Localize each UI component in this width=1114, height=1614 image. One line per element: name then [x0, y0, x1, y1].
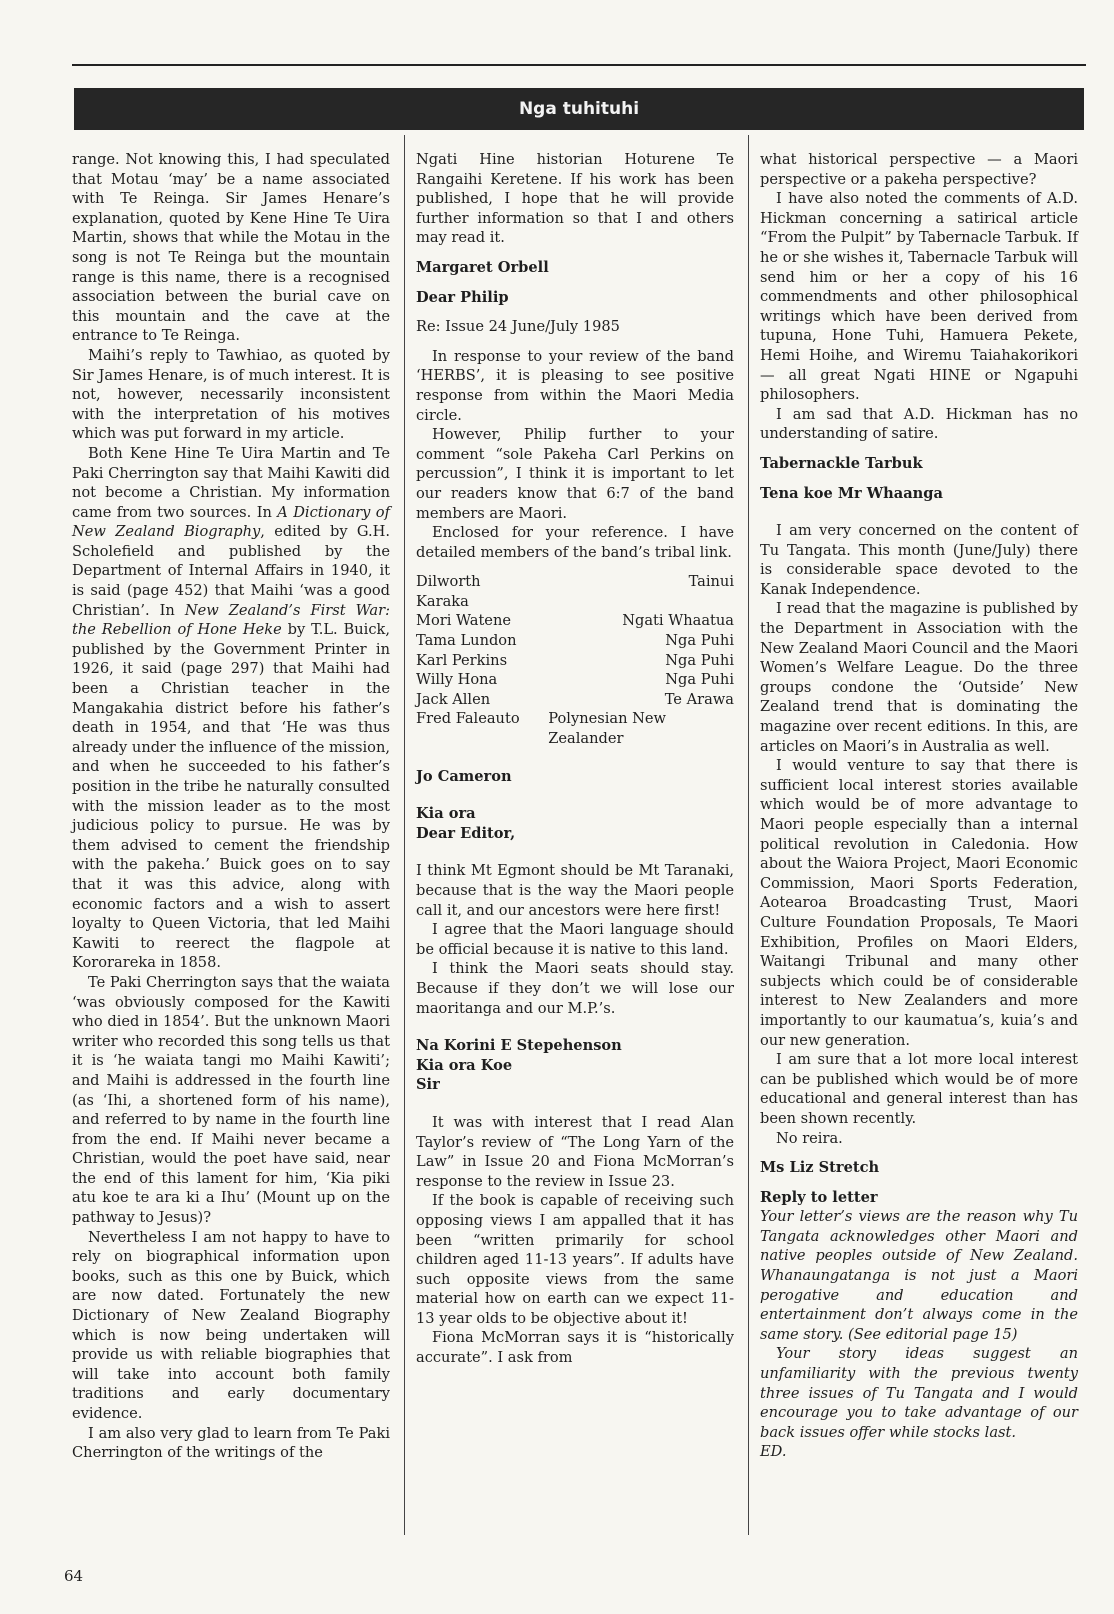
paragraph: Maihi’s reply to Tawhiao, as quoted by Sir James Henare, is of much interest. It is not, however, necessarily inconsistent with the interpretation of his motives which was put forward in my article.: [72, 346, 390, 443]
paragraph: Both Kene Hine Te Uira Martin and Te Paki Cherrington say that Maihi Kawiti did not become a Christian. My information came from two sources. In A Dictionary of New Zealand Biography, edited by G.H. Scholefield and published by the Department of Internal Affairs in 1940, it is said (page 452) that Maihi ‘was a good Christian’. In New Zealand’s First War: the Rebellion of Hone Heke by T.L. Buick, published by the Government Printer in 1926, it said (page 297) that Maihi had been a Christian teacher in the Mangakahia district before his father’s death in 1954, and that ‘He was thus already under the influence of the mission, and when he succeeded to his father’s position in the tribe he naturally consulted with the mission leader as to the most judicious policy to pursue. He was by them advised to cement the friendship with the pakeha.’ Buick goes on to say that it was this advice, along with economic factors and a wish to assert loyalty to Queen Victoria, that led Maihi Kawiti to reerect the flagpole at Kororareka in 1858.: [72, 444, 390, 972]
paragraph: I read that the magazine is published by the Department in Association with the New Zealand Maori Council and the Maori Women’s Welfare League. Do the three groups condone the ‘Outside’ New Zealand trend that is dominating the magazine over recent editions. In this, are articles on Maori’s in Australia as well.: [760, 600, 1078, 755]
paragraph: Te Paki Cherrington says that the waiata ‘was obviously composed for the Kawiti who died in 1854’. But the unknown Maori writer who recorded this song tells us that it is ‘he waiata tangi mo Maihi Kawiti’; and Maihi is addressed in the fourth line (as ‘Ihi, a shortened form of his name), and referred to by name in the fourth line from the end. If Maihi never became a Christian, would the poet have said, near the end of this lament for him, ‘Kia piki atu koe te ara ki a Ihu’ (Mount up on the pathway to Jesus)?: [72, 973, 390, 1227]
letter-signature: Margaret Orbell: [416, 258, 549, 276]
list-item: Dilworth Karaka Tainui: [416, 573, 734, 610]
letter-salutation: Tena koe Mr Whaanga: [760, 484, 943, 502]
column-1: [72, 150, 390, 1463]
column-2: [416, 150, 734, 1368]
page-number: 64: [64, 1567, 84, 1585]
band-members-list: [416, 572, 734, 748]
reference-line: Re: Issue 24 June/July 1985: [416, 318, 620, 336]
paragraph: However, Philip further to your comment “sole Pakeha Carl Perkins on percussion”, I think it is important to let our readers know that 6:7 of the band members are Maori.: [416, 426, 734, 522]
paragraph: I think Mt Egmont should be Mt Taranaki, because that is the way the Maori people call it, and our ancestors were here first!: [416, 862, 734, 919]
paragraph: I think the Maori seats should stay. Because if they don’t we will lose our maoritanga and our M.P.’s.: [416, 960, 734, 1017]
list-item: Mori Watene Ngati Whaatua: [416, 612, 734, 630]
letter-salutation: Kia ora: [416, 805, 476, 823]
letter-signature: Tabernackle Tarbuk: [760, 454, 923, 472]
paragraph: Your letter’s views are the reason why Tu Tangata acknowledges other Maori and native peoples outside of New Zealand. Whanaungatanga is not just a Maori perogative and education and entertainment don’t always come in the same story. (See editorial page 15): [760, 1208, 1078, 1343]
list-item: Jack Allen Te Arawa: [416, 690, 734, 708]
reply-heading: Reply to letter: [760, 1188, 878, 1206]
editor-signature: ED.: [760, 1443, 787, 1461]
paragraph: Enclosed for your reference. I have detailed members of the band’s tribal link.: [416, 524, 734, 561]
paragraph: Ngati Hine historian Hoturene Te Rangaihi Keretene. If his work has been published, I hope that he will provide further information so that I and others may read it.: [416, 151, 734, 247]
paragraph: It was with interest that I read Alan Taylor’s review of “The Long Yarn of the Law” in Issue 20 and Fiona McMorran’s response to the review in Issue 23.: [416, 1113, 734, 1190]
letter-salutation: Kia ora Koe: [416, 1056, 513, 1074]
top-rule: [72, 64, 1086, 66]
paragraph: In response to your review of the band ‘HERBS’, it is pleasing to see positive response from within the Maori Media circle.: [416, 347, 734, 424]
paragraph: No reira.: [776, 1129, 843, 1147]
paragraph: Nevertheless I am not happy to have to rely on biographical information upon books, such as this one by Buick, which are now dated. Fortunately the new Dictionary of New Zealand Biography which is now being undertaken will provide us with reliable biographies that will take into account both family traditions and early documentary evidence.: [72, 1228, 390, 1422]
column-3: [760, 150, 1078, 1462]
letter-signature: Na Korini E Stepehenson: [416, 1037, 622, 1055]
letter-signature: Ms Liz Stretch: [760, 1159, 880, 1177]
paragraph: what historical perspective — a Maori perspective or a pakeha perspective?: [760, 151, 1078, 188]
paragraph: Fiona McMorran says it is “historically accurate”. I ask from: [416, 1329, 734, 1367]
paragraph: range. Not knowing this, I had speculated that Motau ‘may’ be a name associated with Te Reinga. Sir James Henare’s explanation, quoted by Kene Hine Te Uira Martin, shows that while the Motau in the song is not Te Reinga but the mountain range is this name, there is a recognised association between the burial cave on this mountain and the cave at the entrance to Te Reinga.: [72, 151, 390, 345]
section-banner: [74, 88, 1084, 130]
paragraph: Your story ideas suggest an unfamiliarity with the previous twenty three issues of Tu Tangata and I would encourage you to take advantage of our back issues offer while stocks last.: [760, 1345, 1078, 1441]
column-divider: [748, 135, 749, 1535]
paragraph: I am sure that a lot more local interest can be published which would be of more educational and general interest than has been shown recently.: [760, 1051, 1078, 1127]
book-title: New Zealand’s First War: the Rebellion of Hone Heke: [72, 601, 390, 639]
list-item: Tama Lundon Nga Puhi: [416, 632, 734, 650]
paragraph: I am sad that A.D. Hickman has no understanding of satire.: [760, 405, 1078, 443]
paragraph: I would venture to say that there is sufficient local interest stories available which would be of more advantage to Maori people especially than a internal political revolution in Caledonia. How about the Waiora Project, Maori Economic Commission, Maori Sports Federation, Aotearoa Broadcasting Trust, Maori Culture Foundation Proposals, Te Maori Exhibition, Profiles on Maori Elders, Waitangi Tribunal and many other subjects which could be of considerable interest to New Zealanders and more importantly to our kaumatua’s, kuia’s and our new generation.: [760, 757, 1078, 1049]
paragraph: I am also very glad to learn from Te Paki Cherrington of the writings of the: [72, 1424, 390, 1462]
letter-salutation: Dear Philip: [416, 288, 509, 306]
letter-signature: Jo Cameron: [416, 767, 512, 785]
paragraph: I am very concerned on the content of Tu Tangata. This month (June/July) there is considerable space devoted to the Kanak Independence.: [760, 522, 1078, 598]
letter-salutation: Sir: [416, 1076, 440, 1094]
paragraph: I agree that the Maori language should be official because it is native to this land.: [416, 921, 734, 958]
paragraph: If the book is capable of receiving such opposing views I am appalled that it has been “written primarily for school children aged 11-13 years”. If adults have such opposite views from the same material how on earth can we expect 11-13 year olds to be objective about it!: [416, 1192, 734, 1327]
list-item: Karl Perkins Nga Puhi: [416, 651, 734, 669]
letter-salutation: Dear Editor,: [416, 824, 516, 842]
list-item: Fred Faleauto Polynesian New Zealander: [416, 710, 667, 748]
column-divider: [404, 135, 405, 1535]
editor-reply: [760, 1207, 1078, 1462]
section-title: Nga tuhituhi: [518, 99, 640, 119]
book-title: A Dictionary of New Zealand Biography: [72, 503, 390, 541]
paragraph: I have also noted the comments of A.D. Hickman concerning a satirical article “From the Pulpit” by Tabernacle Tarbuk. If he or she wishes it, Tabernacle Tarbuk will send him or her a copy of his 16 commendments and other philosophical writings which have been derived from tupuna, Hone Tuhi, Hamuera Pekete, Hemi Hoihe, and Wiremu Taiahakorikori — all great Ngati HINE or Ngapuhi philosophers.: [760, 190, 1078, 404]
list-item: Willy Hona Nga Puhi: [416, 671, 734, 689]
